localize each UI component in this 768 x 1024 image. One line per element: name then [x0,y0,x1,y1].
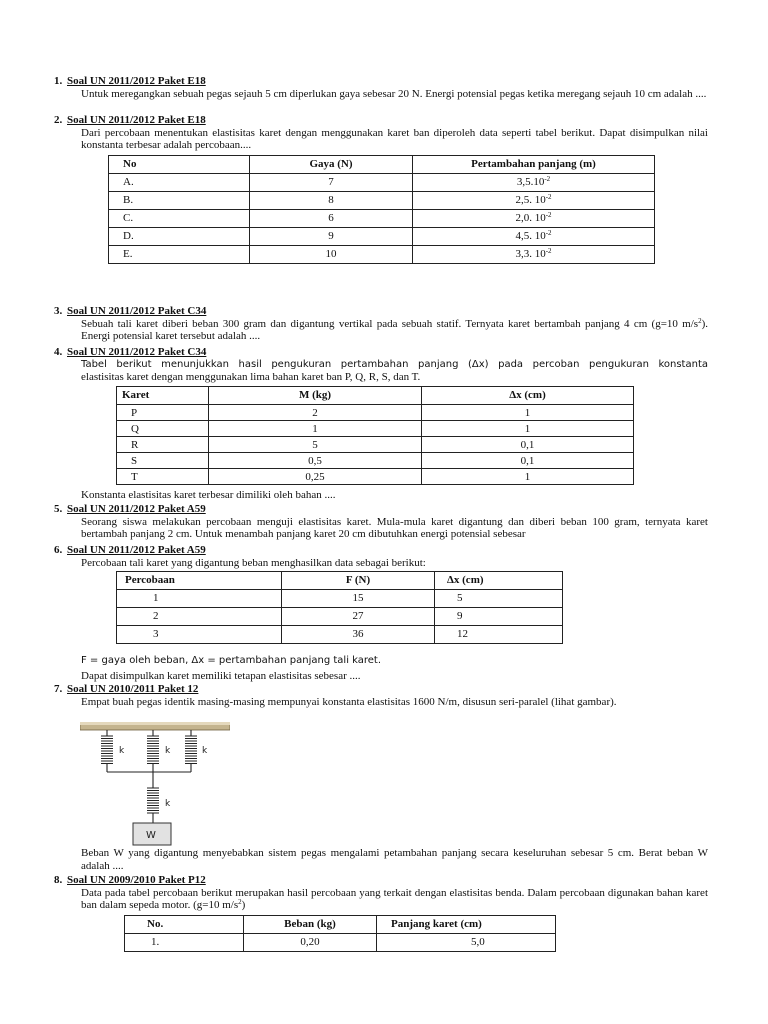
table-cell: 1. [125,934,244,952]
table-row [117,453,634,469]
table-cell: B. [109,192,250,210]
question-5-text: Seorang siswa melakukan percobaan menguji elastisitas karet. Mula-mula karet digantung dan diberi beban 100 gram, ternyata karet bertambah panjang 2 cm. Untuk menambah panjang karet 20 cm dibutuhkan energi potensial sebesar [81,515,708,540]
table-q8 [124,915,556,952]
col-karet: Karet [117,387,209,405]
col-gaya: Gaya (N) [250,156,413,174]
table-row [117,437,634,453]
question-6-notes [54,655,708,682]
table-row [117,626,563,644]
table-cell: Q [117,421,209,437]
col-beban: Beban (kg) [244,916,377,934]
col-panjang: Panjang karet (cm) [377,916,556,934]
question-7-title: 7. Soal UN 2010/2011 Paket 12 [54,683,199,695]
spring-k1 [101,730,113,772]
question-8 [54,874,708,912]
table-row [125,934,556,952]
table-cell: 0,1 [422,437,634,453]
question-7-after: Beban W yang digantung menyebabkan sistem pegas mengalami petambahan panjang secara keseluruhan sebesar 5 cm. Berat beban W adalah .... [81,847,708,872]
table-row [117,469,634,485]
table-cell: 15 [282,590,435,608]
table-cell: 27 [282,608,435,626]
table-cell: R [117,437,209,453]
table-row [117,590,563,608]
table-row [109,246,655,264]
question-8-text: Data pada tabel percobaan berikut merupakan hasil percobaan yang terkait dengan elastisitas benda. Dalam percobaan digunakan bahan karet ban dalam sepeda motor. (g=10 $m/s^2$) [81,886,708,911]
table-cell: 2 [117,608,282,626]
table-cell: 5 [435,590,563,608]
table-cell: $3,5.10^{-2}$ [413,174,655,192]
question-7-text: Empat buah pegas identik masing-masing mempunyai konstanta elastisitas 1600 N/m, disusun seri-paralel (lihat gambar). [81,695,617,708]
question-8-title: 8. Soal UN 2009/2010 Paket P12 [54,874,206,886]
table-cell: 1 [117,590,282,608]
table-cell: 4,5. $10^{-2}$ [413,228,655,246]
table-row [109,228,655,246]
label-k3: k [202,746,208,756]
question-6-after: Dapat disimpulkan karet memiliki tetapan elastisitas sebesar .... [81,669,361,682]
table-cell: A. [109,174,250,192]
question-1-title: 1. Soal UN 2011/2012 Paket E18 [54,75,206,87]
table-header-row [117,387,634,405]
table-cell: 0,25 [209,469,422,485]
label-k1: k [119,746,125,756]
table-cell: P [117,405,209,421]
question-4 [54,346,708,384]
label-k2: k [165,746,171,756]
table-cell: 3,3. $10^{-2}$ [413,246,655,264]
label-w: W [146,830,156,841]
question-5-title: 5. Soal UN 2011/2012 Paket A59 [54,503,206,515]
table-row [109,174,655,192]
table-cell: 1 [209,421,422,437]
table-cell: 5,0 [377,934,556,952]
table-row [117,405,634,421]
table-cell: 1 [422,469,634,485]
question-2 [54,114,708,152]
spring-k4 [147,772,159,823]
table-row [109,192,655,210]
question-4-after: Konstanta elastisitas karet terbesar dimiliki oleh bahan .... [81,489,336,501]
table-header-row [109,156,655,174]
question-6 [54,544,708,569]
col-dx: Δx (cm) [422,387,634,405]
table-cell: 0,1 [422,453,634,469]
col-dx: Δx (cm) [435,572,563,590]
table-cell: 36 [282,626,435,644]
table-cell: E. [109,246,250,264]
table-cell: 2,5. $10^{-2}$ [413,192,655,210]
table-cell: 8 [250,192,413,210]
table-cell: 12 [435,626,563,644]
question-5 [54,503,708,541]
spring-k2 [147,730,159,772]
table-row [117,421,634,437]
question-1 [54,75,708,100]
spring-system [80,722,230,852]
question-6-text: Percobaan tali karet yang digantung beban menghasilkan data sebagai berikut: [81,556,426,569]
question-3-text: Sebuah tali karet diberi beban 300 gram dan digantung vertikal pada sebuah statif. Ternyata karet bertambah panjang 4 cm (g=10 $m/s^2$). Energi potensial karet tersebut adalah .... [81,316,708,342]
question-1-text: Untuk meregangkan sebuah pegas sejauh 5 cm diperlukan gaya sebesar 20 N. Energi potensial pegas ketika meregang sejauh 10 cm adalah .... [81,87,707,100]
col-percobaan: Percobaan [117,572,282,590]
table-cell: S [117,453,209,469]
ceiling-highlight [80,722,230,725]
table-cell: 9 [250,228,413,246]
table-q2 [108,155,655,264]
table-row [117,608,563,626]
table-cell: 9 [435,608,563,626]
question-4-text-a: Tabel berikut menunjukkan hasil pengukuran pertambahan panjang (Δx) pada percoban pengukuran konstanta [81,358,708,370]
col-massa: M (kg) [209,387,422,405]
col-no: No. [125,916,244,934]
table-cell: 2 [209,405,422,421]
table-cell: 7 [250,174,413,192]
col-f: F (N) [282,572,435,590]
question-2-title: 2. Soal UN 2011/2012 Paket E18 [54,114,206,126]
table-header-row [117,572,563,590]
table-cell: 5 [209,437,422,453]
table-cell: C. [109,210,250,228]
table-cell: 10 [250,246,413,264]
table-header-row [125,916,556,934]
table-cell: 6 [250,210,413,228]
question-6-note: F = gaya oleh beban, Δx = pertambahan panjang tali karet. [81,655,382,666]
question-6-title: 6. Soal UN 2011/2012 Paket A59 [54,544,206,556]
table-cell: 1 [422,405,634,421]
question-3-title: 3. Soal UN 2011/2012 Paket C34 [54,305,207,317]
table-cell: 0,20 [244,934,377,952]
spring-k3 [185,730,197,772]
question-3 [54,305,708,343]
col-pertambahan: Pertambahan panjang (m) [413,156,655,174]
table-row [109,210,655,228]
table-q6 [116,571,563,644]
table-cell: 3 [117,626,282,644]
question-4-text-b: elastisitas karet dengan menggunakan lima bahan karet ban P, Q, R, S, dan T. [81,371,421,383]
col-no: No [109,156,250,174]
table-q4 [116,386,634,485]
question-7 [54,683,708,708]
table-cell: 1 [422,421,634,437]
label-k4: k [165,799,171,809]
question-4-title: 4. Soal UN 2011/2012 Paket C34 [54,346,207,358]
table-cell: T [117,469,209,485]
table-cell: 0,5 [209,453,422,469]
table-cell: D. [109,228,250,246]
table-cell: 2,0. $10^{-2}$ [413,210,655,228]
question-2-text: Dari percobaan menentukan elastisitas karet dengan menggunakan karet ban diperoleh data seperti tabel berikut. Dapat disimpulkan nilai konstanta terbesar adalah percobaan.... [81,126,708,151]
